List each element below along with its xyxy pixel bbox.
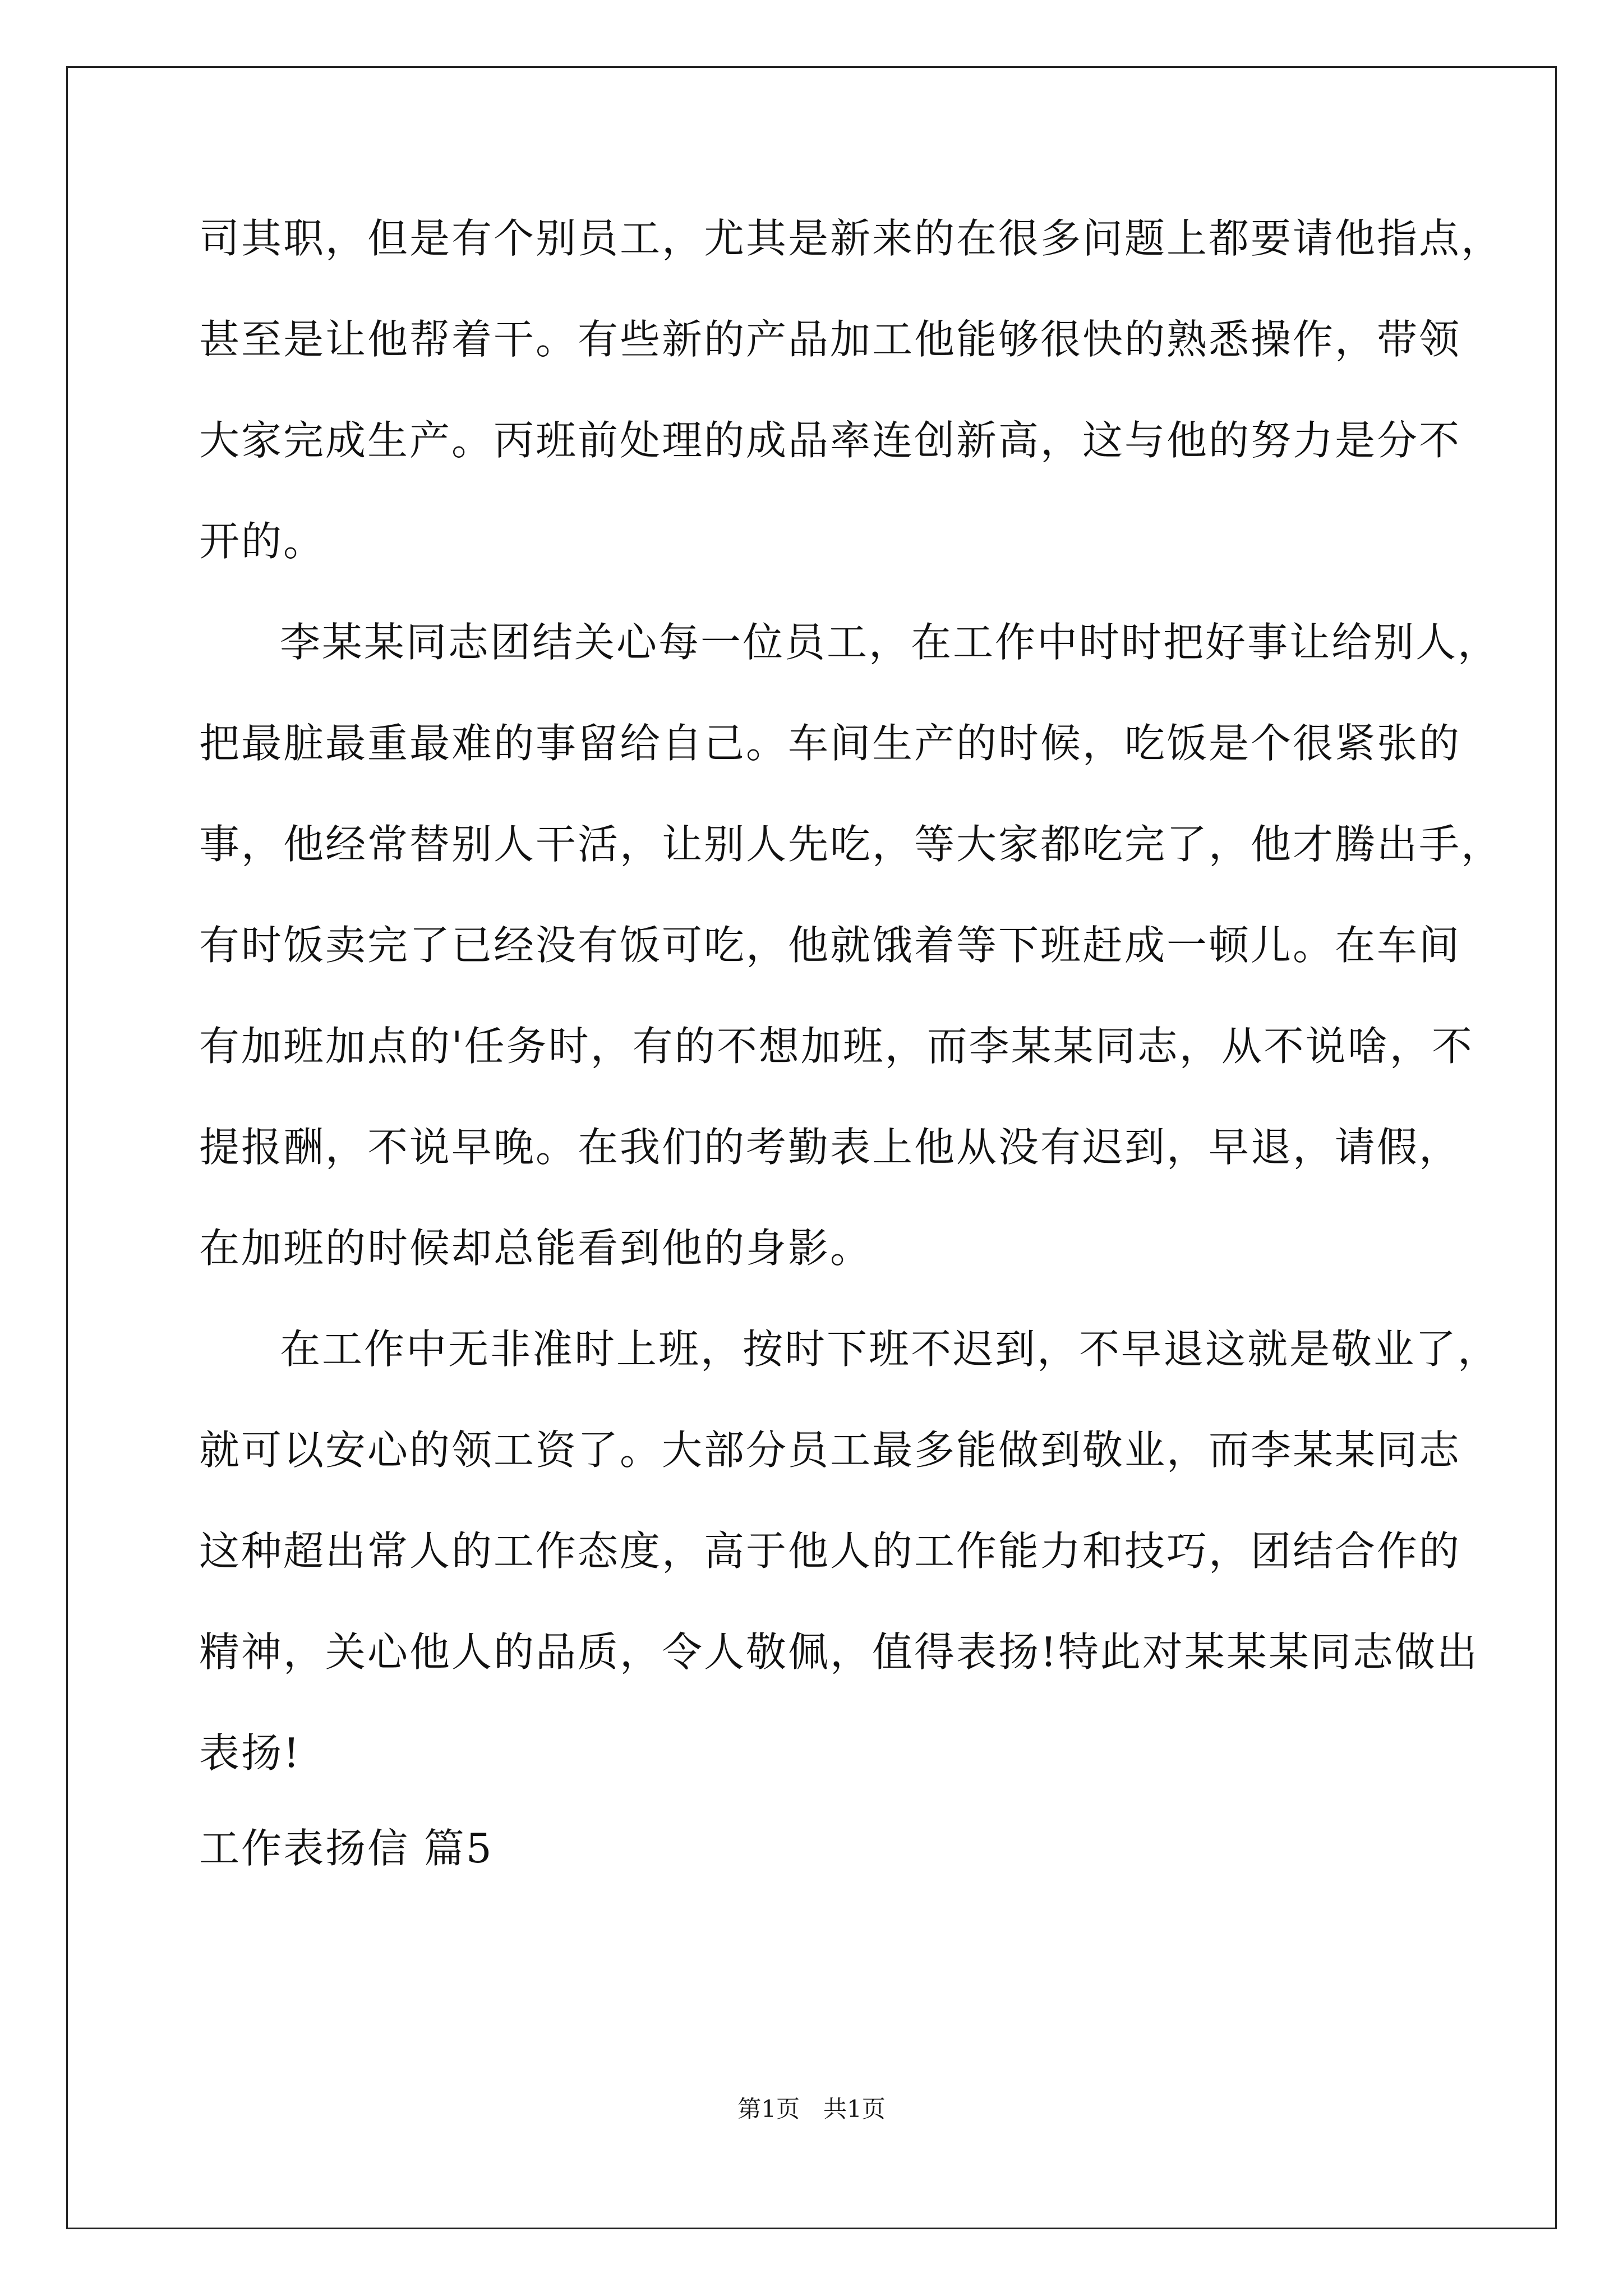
paragraph-line: 把最脏最重最难的事留给自己。车间生产的时候，吃饭是个很紧张的	[199, 720, 1461, 767]
paragraph-line: 在工作中无非准时上班，按时下班不迟到，不早退这就是敬业了，	[280, 1326, 1500, 1373]
paragraph-line: 这种超出常人的工作态度，高于他人的工作能力和技巧，团结合作的	[199, 1527, 1461, 1575]
paragraph-line: 甚至是让他帮着干。有些新的产品加工他能够很快的熟悉操作，带领	[199, 316, 1461, 363]
paragraph-line: 事，他经常替别人干活，让别人先吃，等大家都吃完了，他才腾出手，	[199, 821, 1504, 868]
paragraph-line: 开的。	[199, 518, 326, 565]
paragraph-line: 表扬!	[199, 1729, 301, 1777]
paragraph-line: 李某某同志团结关心每一位员工，在工作中时时把好事让给别人，	[280, 619, 1500, 666]
page-footer	[0, 2092, 1623, 2126]
section-heading: 工作表扬信 篇5	[199, 1825, 494, 1872]
paragraph-line: 提报酬，不说早晚。在我们的考勤表上他从没有迟到，早退，请假，	[199, 1124, 1461, 1171]
paragraph-line: 有时饭卖完了已经没有饭可吃，他就饿着等下班赶成一顿儿。在车间	[199, 922, 1461, 969]
page-number: 第1页 共1页	[737, 2095, 886, 2123]
paragraph-line: 精神，关心他人的品质，令人敬佩，值得表扬!特此对某某某同志做出	[199, 1628, 1479, 1676]
paragraph-line: 有加班加点的'任务时，有的不想加班，而李某某同志，从不说啥，不	[199, 1023, 1474, 1070]
paragraph-line: 司其职，但是有个别员工，尤其是新来的在很多问题上都要请他指点，	[199, 215, 1504, 262]
paragraph-line: 大家完成生产。丙班前处理的成品率连创新高，这与他的努力是分不	[199, 417, 1461, 464]
paragraph-line: 就可以安心的领工资了。大部分员工最多能做到敬业，而李某某同志	[199, 1427, 1461, 1474]
paragraph-line: 在加班的时候却总能看到他的身影。	[199, 1225, 873, 1272]
